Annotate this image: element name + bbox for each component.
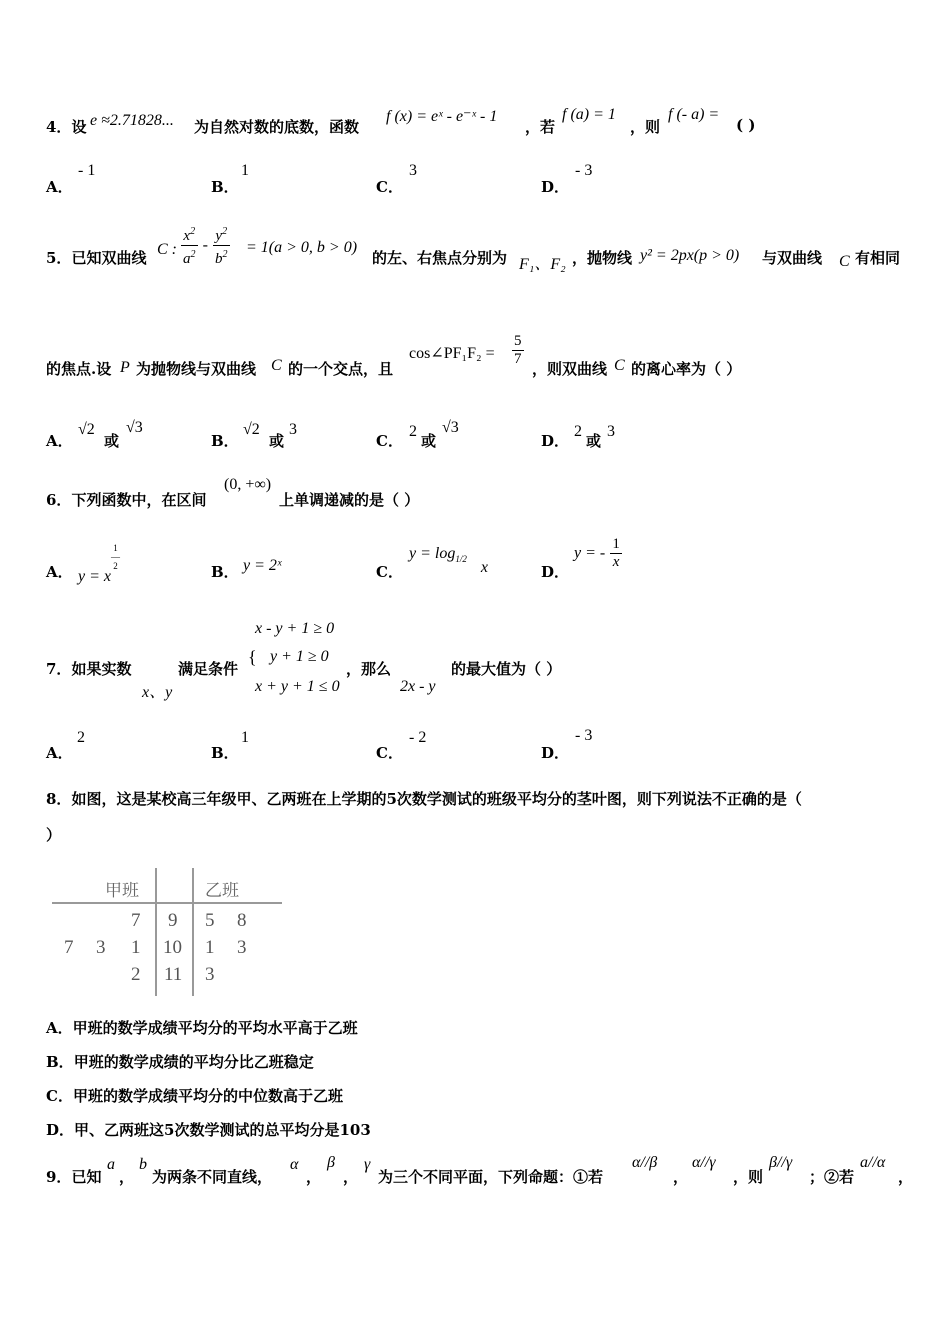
q6-line: 6．下列函数中，在区间 <box>46 491 207 509</box>
q5-cos-fraction: $\frac{5}{7}$ <box>514 333 522 367</box>
q7-brace: { <box>248 647 257 667</box>
q6-option-a[interactable]: A． <box>46 563 73 581</box>
table-header-right: 乙班 <box>205 881 239 901</box>
q6-option-c[interactable]: C． <box>376 563 403 581</box>
q5-foci: F₁、F₂ <box>519 256 566 273</box>
q8-option-b[interactable]: B．甲班的数学成绩的平均分比乙班稳定 <box>46 1053 314 1071</box>
q6-d-expr: y = - $\frac{1}{x}$ <box>574 536 620 570</box>
q7-option-d[interactable]: D． <box>541 744 570 762</box>
q9-line: 9．已知 <box>46 1168 102 1186</box>
leaf-right: 1 <box>205 937 215 958</box>
q4-e-value: e ≈2.71828... <box>90 112 174 129</box>
stem: 10 <box>163 937 182 958</box>
q5-number: 5． <box>46 249 72 267</box>
q6-interval: (0, +∞) <box>224 476 272 493</box>
q7-objective: 2x - y <box>400 678 436 695</box>
q8-option-d[interactable]: D．甲、乙两班这5次数学测试的总平均分是103 <box>46 1121 371 1139</box>
table-vline-right <box>192 868 194 996</box>
q7-vars: x、y <box>142 684 173 701</box>
leaf-left: 2 <box>131 964 141 985</box>
leaf-right: 3 <box>205 964 215 985</box>
q8-option-a[interactable]: A．甲班的数学成绩平均分的平均水平高于乙班 <box>46 1019 358 1037</box>
leaf-left: 7 <box>131 910 141 931</box>
q5-option-b[interactable]: B． <box>211 432 239 450</box>
q8-line: 8．如图，这是某校高三年级甲、乙两班在上学期的5次数学测试的班级平均分的茎叶图，则下列说法不正确的是（ <box>46 790 802 808</box>
q8-number: 8． <box>46 790 72 808</box>
q5-line1: 5．已知双曲线 <box>46 249 147 267</box>
q5-option-d[interactable]: D． <box>541 432 570 450</box>
q8-option-c[interactable]: C．甲班的数学成绩平均分的中位数高于乙班 <box>46 1087 343 1105</box>
q6-a-expr: y = x1 — 2 <box>78 543 120 585</box>
table-header-left: 甲班 <box>105 881 139 901</box>
q4-number: 4． <box>46 118 72 136</box>
stem: 11 <box>164 964 183 985</box>
q5-option-a[interactable]: A． <box>46 432 73 450</box>
q7-constraint-1: x - y + 1 ≥ 0 <box>255 620 335 637</box>
q5-option-c[interactable]: C． <box>376 432 403 450</box>
q4-fa: f (a) = 1 <box>562 106 616 123</box>
leaf-left: 1 <box>131 937 141 958</box>
leaf-right: 5 <box>205 910 215 931</box>
table-hline <box>52 902 282 904</box>
q6-option-d[interactable]: D． <box>541 563 570 581</box>
table-vline-left <box>155 868 157 996</box>
q4-text: 为自然对数的底数，函数 <box>194 118 360 136</box>
q7-constraint-3: x + y + 1 ≤ 0 <box>255 678 340 695</box>
q7-option-b[interactable]: B． <box>211 744 239 762</box>
q7-number: 7． <box>46 660 72 678</box>
q6-number: 6． <box>46 491 72 509</box>
q4-fma: f (- a) = <box>668 106 720 123</box>
q5-hyperbola-c: C : <box>157 241 177 258</box>
q5-hyperbola-eq: $\frac{x^2}{a^2}$ - $\frac{y^2}{b^2}$ <box>181 223 230 268</box>
q4-line: 4．设 <box>46 118 87 136</box>
q5-parabola: y² = 2px(p > 0) <box>640 247 740 264</box>
q4-option-c[interactable]: C． <box>376 178 403 196</box>
q4-function: f (x) = eˣ - e⁻ˣ - 1 <box>386 108 498 125</box>
q7-option-c[interactable]: C． <box>376 744 403 762</box>
leaf-left: 3 <box>96 937 106 958</box>
q9-number: 9． <box>46 1168 72 1186</box>
leaf-right: 3 <box>237 937 247 958</box>
stem: 9 <box>168 910 178 931</box>
q7-constraint-2: y + 1 ≥ 0 <box>270 648 329 665</box>
q5-cos-expr: cos∠PF₁F₂ = <box>409 345 495 362</box>
q4-option-b[interactable]: B． <box>211 178 239 196</box>
q4-option-d[interactable]: D． <box>541 178 570 196</box>
q5-condition: = 1(a > 0, b > 0) <box>246 239 358 256</box>
q7-line: 7．如果实数 <box>46 660 132 678</box>
leaf-left: 7 <box>64 937 74 958</box>
q7-option-a[interactable]: A． <box>46 744 73 762</box>
q6-c-expr: $y = \log_{1/2} x$ <box>409 545 488 576</box>
q4-option-a[interactable]: A． <box>46 178 73 196</box>
q6-option-b[interactable]: B． <box>211 563 239 581</box>
leaf-right: 8 <box>237 910 247 931</box>
